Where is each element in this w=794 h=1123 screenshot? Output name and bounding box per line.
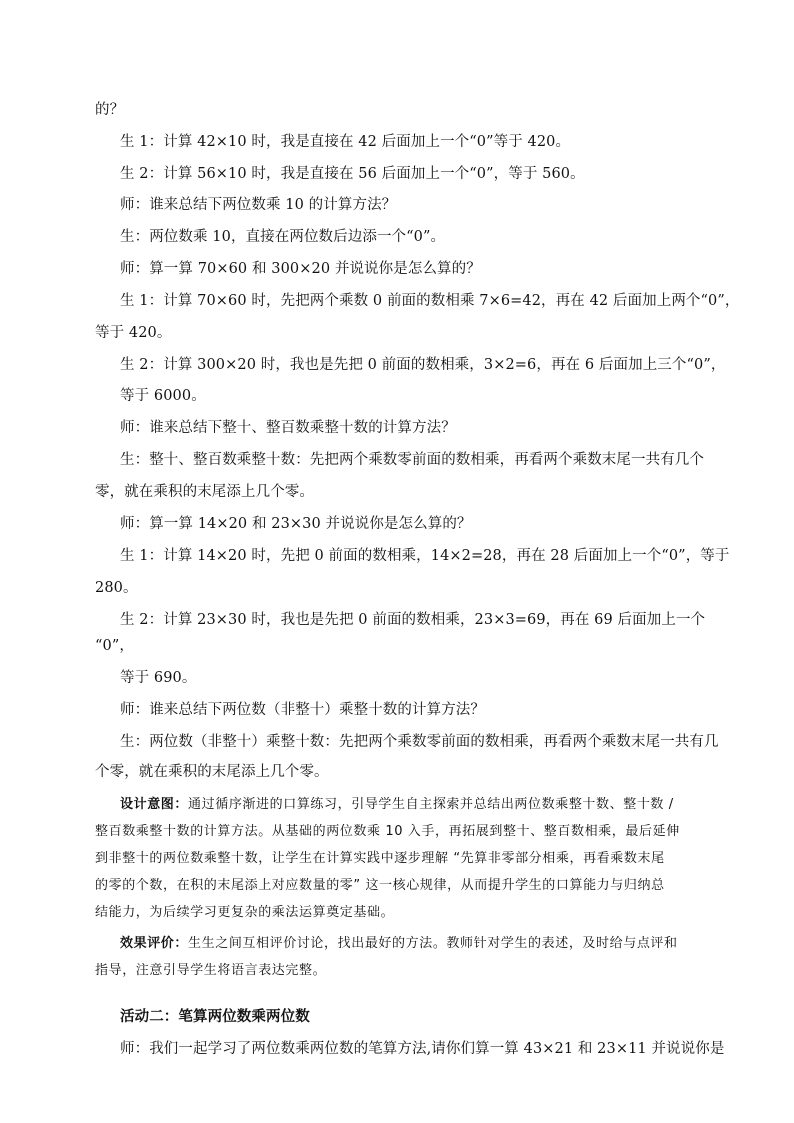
text-line: 个零，就在乘积的末尾添上几个零。 — [95, 764, 329, 780]
text-line: 师：谁来总结下整十、整百数乘整十数的计算方法？ — [120, 420, 456, 436]
text-line: 等于 6000。 — [120, 388, 206, 404]
text-line: 的？ — [95, 102, 125, 118]
text-line: 生 2：计算 300×20 时，我也是先把 0 前面的数相乘，3×2=6，再在 6 后面加上三个“0”， — [120, 357, 726, 373]
text-line: 生 2：计算 23×30 时，我也是先把 0 前面的数相乘，23×3=69，再在 69 后面加上一个 — [120, 612, 706, 628]
design-intent-line: 的零的个数，在积的末尾添上对应数量的零” 这一核心规律，从而提升学生的口算能力与归纳总 — [95, 878, 665, 893]
text-line: 等于 420。 — [95, 325, 172, 341]
design-intent-line: 整百数乘整十数的计算方法。从基础的两位数乘 10 入手，再拓展到整十、整百数相乘，最后延伸 — [95, 824, 680, 839]
text-line: 师：我们一起学习了两位数乘两位数的笔算方法,请你们算一算 43×21 和 23×11 并说说你是 — [120, 1041, 725, 1057]
design-intent-line: 设计意图：通过循序渐进的口算练习，引导学生自主探索并总结出两位数乘整十数、整十数 / — [120, 797, 674, 812]
text-line: 零，就在乘积的末尾添上几个零。 — [95, 484, 314, 500]
text-line: 280。 — [95, 580, 138, 596]
text-line: “0”， — [95, 638, 134, 654]
text-line: 生 2：计算 56×10 时，我是直接在 56 后面加上一个“0”，等于 560。 — [120, 166, 585, 182]
text-line: 生 1：计算 14×20 时，先把 0 前面的数相乘，14×2=28，再在 28 后面加上一个“0”，等于 — [120, 548, 730, 564]
design-intent-line: 到非整十的两位数乘整十数，让学生在计算实践中逐步理解 “先算非零部分相乘，再看乘数末尾 — [95, 851, 665, 866]
text-line: 生：两位数乘 10，直接在两位数后边添一个“0”。 — [120, 229, 446, 245]
design-intent-line: 结能力，为后续学习更复杂的乘法运算奠定基础。 — [95, 905, 395, 920]
evaluation-label: 效果评价： — [120, 936, 189, 951]
text-line: 生：两位数（非整十）乘整十数：先把两个乘数零前面的数相乘，再看两个乘数末尾一共有几 — [120, 734, 719, 750]
activity-heading: 活动二：笔算两位数乘两位数 — [120, 1008, 310, 1025]
evaluation-line: 效果评价：生生之间互相评价讨论，找出最好的方法。教师针对学生的表述，及时给与点评和 — [120, 936, 678, 951]
text-line: 师：算一算 14×20 和 23×30 并说说你是怎么算的？ — [120, 516, 472, 532]
text-line: 师：谁来总结下两位数（非整十）乘整十数的计算方法？ — [120, 702, 485, 718]
design-intent-label: 设计意图： — [120, 797, 189, 812]
text-line: 等于 690。 — [120, 670, 197, 686]
text-line: 师：谁来总结下两位数乘 10 的计算方法？ — [120, 197, 397, 213]
text-line: 生 1：计算 70×60 时，先把两个乘数 0 前面的数相乘 7×6=42，再在 42 后面加上两个“0”， — [120, 293, 740, 309]
evaluation-line: 指导，注意引导学生将语言表达完整。 — [95, 963, 327, 978]
text-line: 生：整十、整百数乘整十数：先把两个乘数零前面的数相乘，再看两个乘数末尾一共有几个 — [120, 452, 704, 468]
text-line: 师：算一算 70×60 和 300×20 并说说你是怎么算的？ — [120, 261, 481, 277]
text-line: 生 1：计算 42×10 时，我是直接在 42 后面加上一个“0”等于 420。 — [120, 134, 571, 150]
